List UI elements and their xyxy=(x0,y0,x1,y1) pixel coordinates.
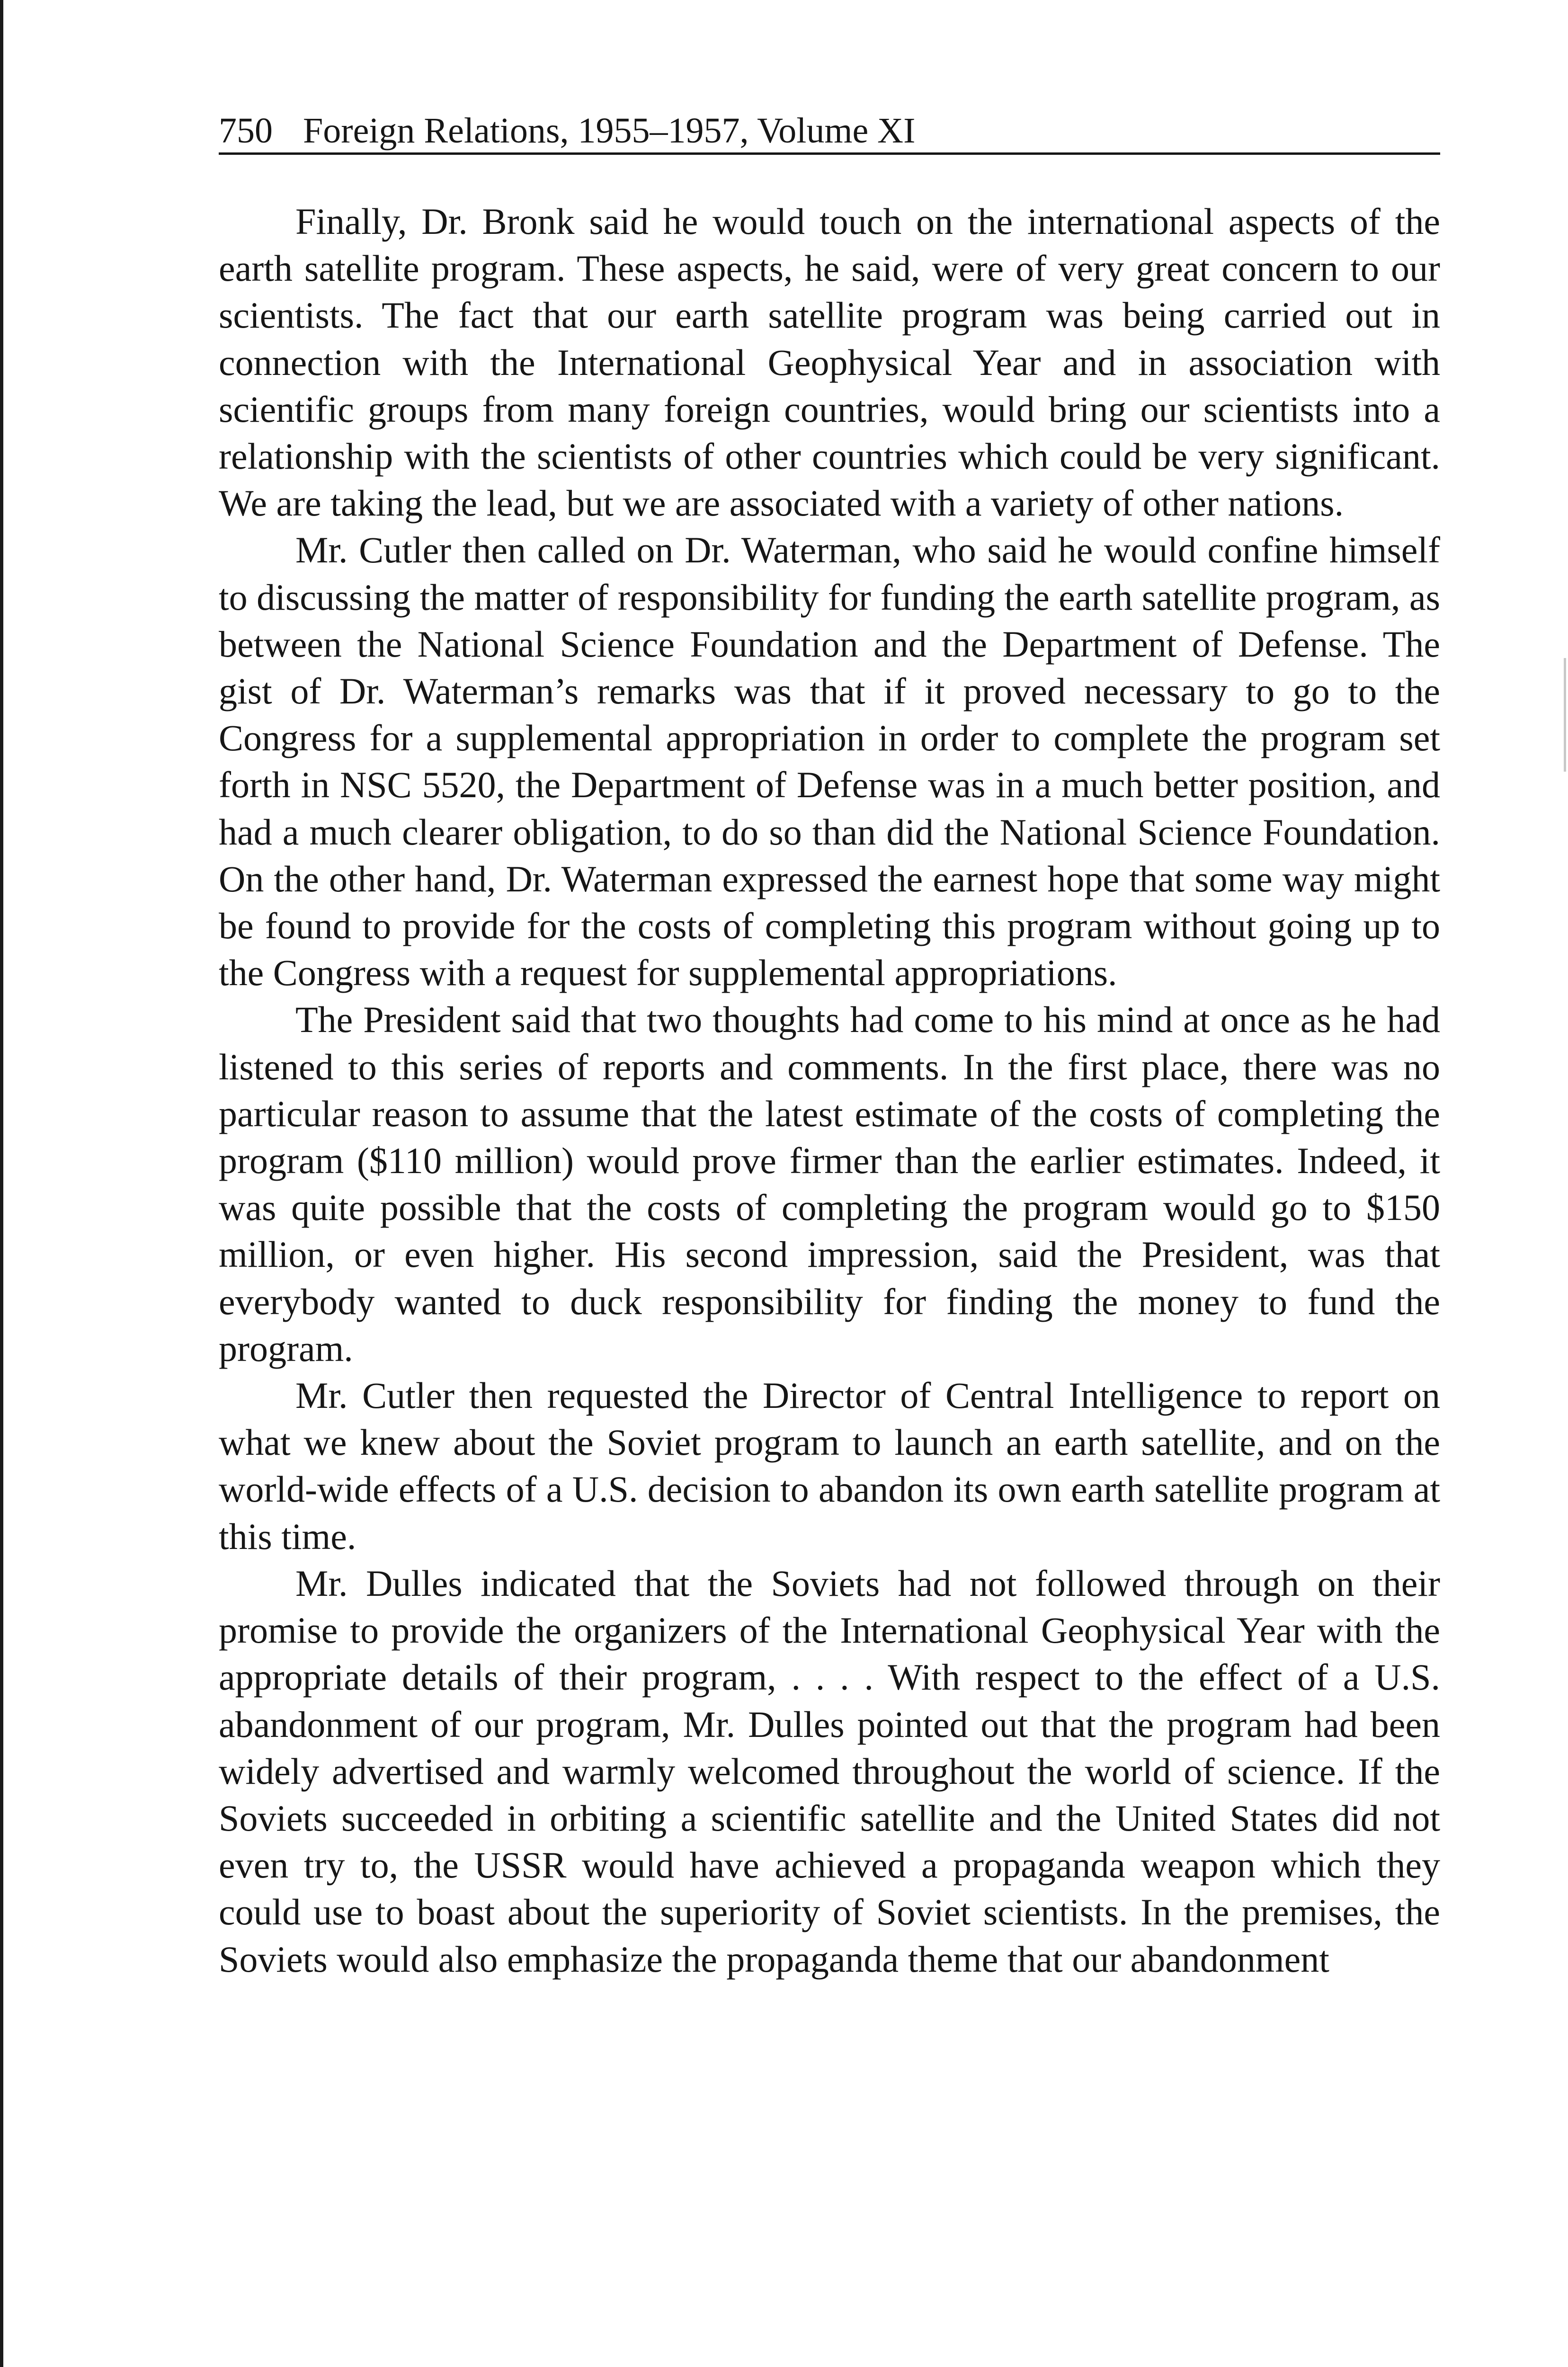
paragraph-president-thoughts: The President said that two thoughts had come to his mind at once as he had listened to this series of reports and comments. In the first place, there was no particular reason to assume that the latest estimate of the costs of completing the program ($110 million) would prove firmer than the earlier estimates. Indeed, it was quite possible that the costs of completing the program would go to $150 million, or even higher. His second impression, said the President, was that everybody wanted to duck responsibility for finding the money to fund the program. xyxy=(219,999,1440,1369)
running-title: Foreign Relations, 1955–1957, Volume XI xyxy=(303,111,916,151)
paragraph-waterman-funding: Mr. Cutler then called on Dr. Waterman, who said he would confine himself to discussing the matter of responsibility for funding the earth satellite program, as between the National Science Foundation and the Department of Defense. The gist of Dr. Waterman’s remarks was that if it proved necessary to go to the Congress for a supplemental appropriation in order to complete the program set forth in NSC 5520, the Department of Defense was in a much better position, and had a much clearer obligation, to do so than did the National Science Foundation. On the other hand, Dr. Waterman expressed the earnest hope that some way might be found to provide for the costs of completing this program without going up to the Congress with a request for supplemental appropriations. xyxy=(219,529,1440,994)
body-text xyxy=(219,198,1440,1983)
page-left-edge-shadow xyxy=(0,0,3,2367)
page-right-edge-mark xyxy=(1564,658,1566,772)
page-number: 750 xyxy=(219,111,273,151)
header-rule xyxy=(219,152,1440,155)
paragraph-cutler-request: Mr. Cutler then requested the Director of Central Intelligence to report on what we knew about the Soviet program to launch an earth satellite, and on the world-wide effects of a U.S. decision to abandon its own earth satellite program at this time. xyxy=(219,1375,1440,1557)
paragraph-dulles-soviets: Mr. Dulles indicated that the Soviets had not followed through on their promise to provide the organizers of the International Geophysical Year with the appropriate details of their program, . . . . With respect to the effect of a U.S. abandonment of our program, Mr. Dulles pointed out that the program had been widely advertised and warmly welcomed throughout the world of science. If the Soviets succeeded in orbiting a scientific satellite and the United States did not even try to, the USSR would have achieved a propaganda weapon which they could use to boast about the superiority of Soviet scientists. In the premises, the Soviets would also emphasize the propaganda theme that our abandonment xyxy=(219,1562,1440,1980)
paragraph-bronk-international: Finally, Dr. Bronk said he would touch on the international aspects of the earth satellite program. These aspects, he said, were of very great concern to our scientists. The fact that our earth satellite program was being carried out in connection with the International Geophysical Year and in association with scientific groups from many foreign countries, would bring our scientists into a relationship with the scientists of other countries which could be very significant. We are taking the lead, but we are associated with a variety of other nations. xyxy=(219,201,1440,524)
running-header xyxy=(219,108,1440,153)
